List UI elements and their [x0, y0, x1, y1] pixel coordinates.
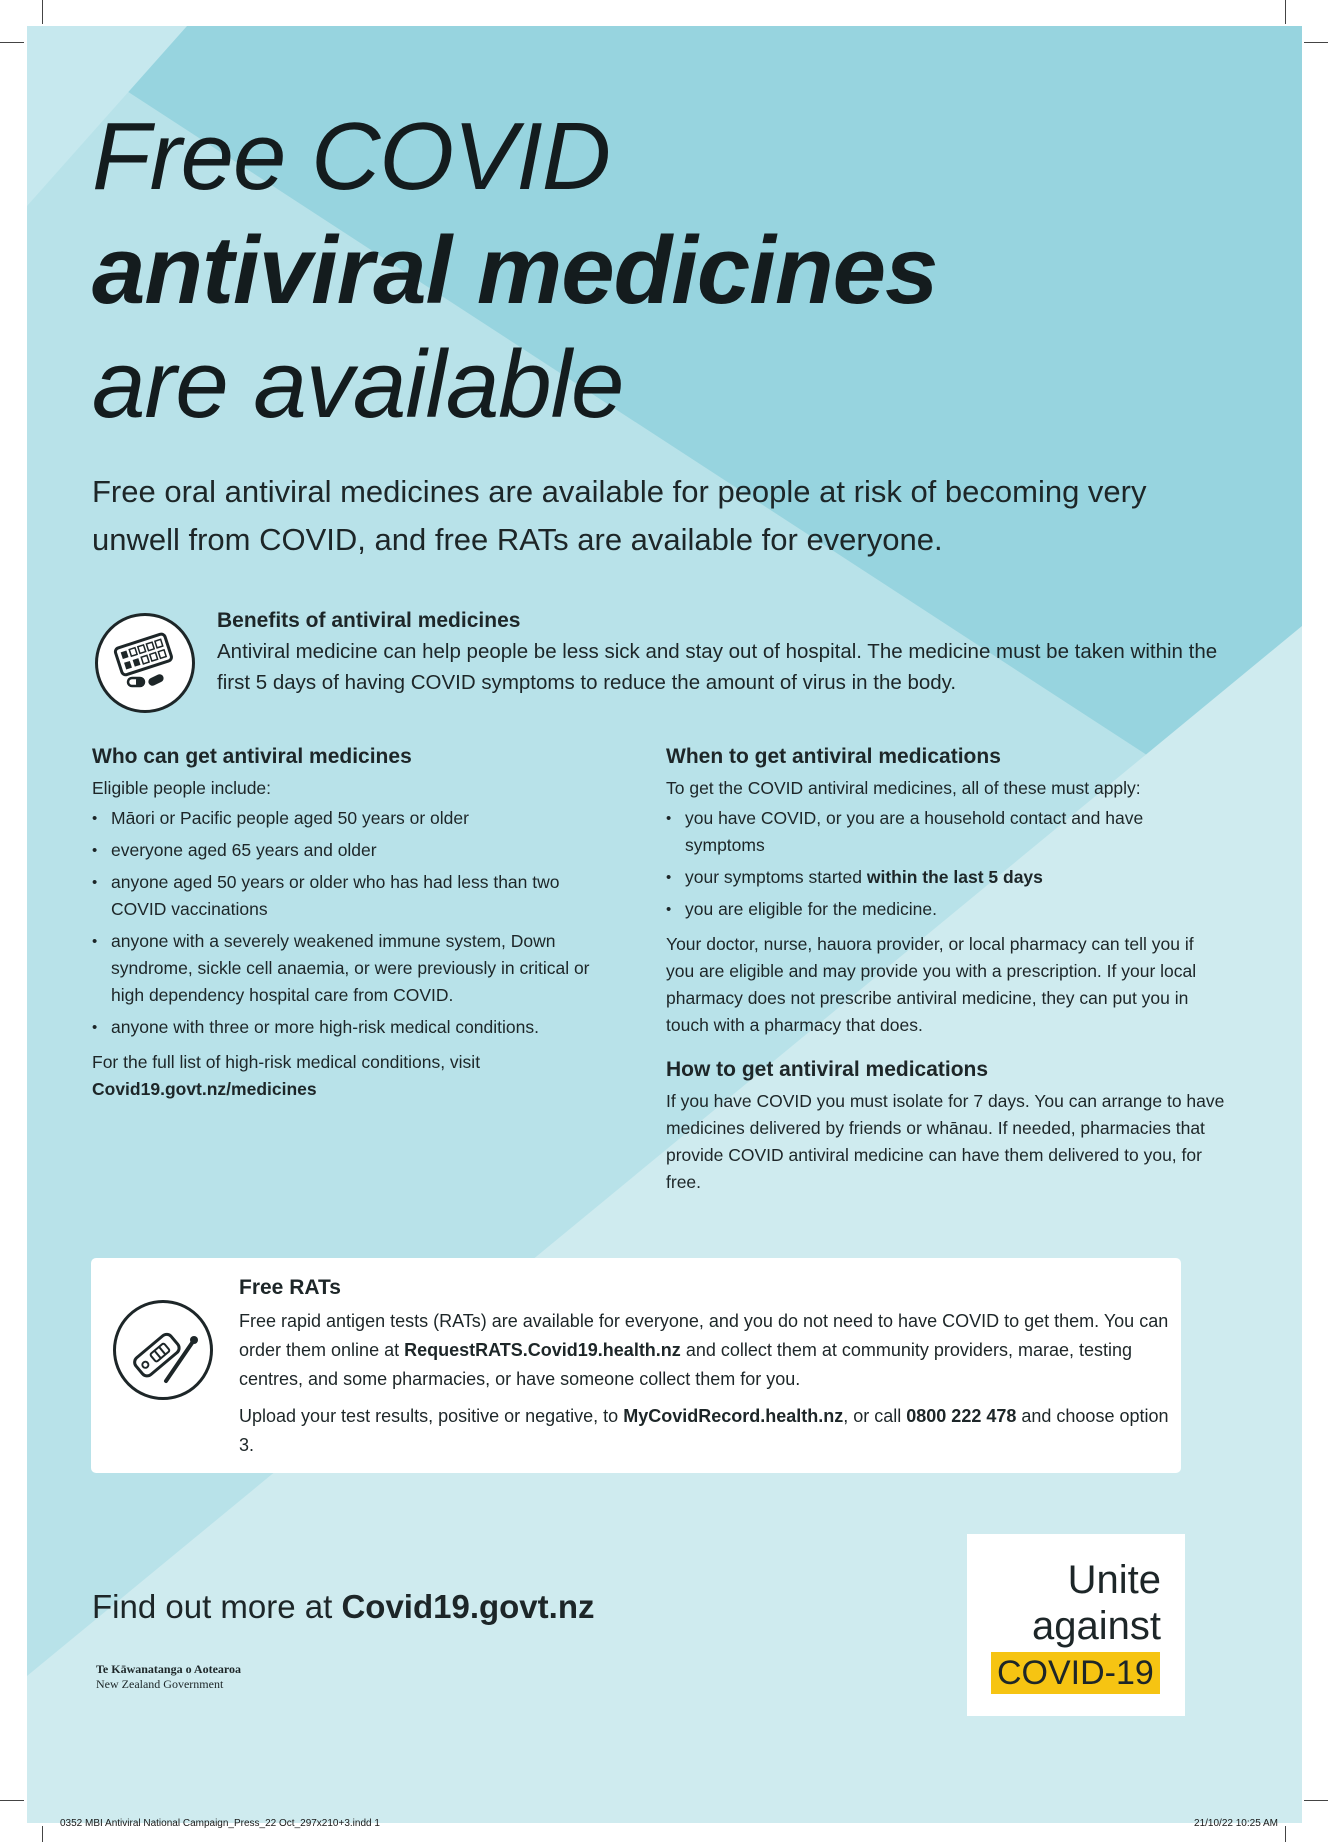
pill-pack-icon [95, 613, 195, 713]
list-item: • anyone with a severely weakened immune system, Down syndrome, sickle cell anaemia, or were previously in critical or high dependency hospital care from COVID. [92, 928, 612, 1009]
hero-heading [92, 100, 1192, 442]
government-name-english: New Zealand Government [96, 1677, 224, 1691]
list-item: • anyone with three or more high-risk medical conditions. [92, 1014, 612, 1041]
who-list [92, 805, 612, 1041]
rats-paragraph-2 [239, 1402, 1179, 1460]
intro-text: Free oral antiviral medicines are available for people at risk of becoming very unwell from COVID, and free RATs are available for everyone. [92, 474, 1147, 557]
list-item: • anyone aged 50 years or older who has had less than two COVID vaccinations [92, 869, 612, 923]
rats-paragraph-1 [239, 1307, 1179, 1394]
when-paragraph: Your doctor, nurse, hauora provider, or local pharmacy can tell you if you are eligible and may provide you with a prescription. If your local pharmacy does not prescribe antiviral medicine, they can put you in touch with a pharmacy that does. [666, 934, 1197, 1035]
crop-mark [0, 42, 24, 43]
covid19-link[interactable]: Covid19.govt.nz [341, 1588, 595, 1625]
list-item: • Māori or Pacific people aged 50 years or older [92, 805, 612, 832]
request-rats-link[interactable]: RequestRATS.Covid19.health.nz [404, 1340, 681, 1360]
logo-line-3: COVID-19 [991, 1652, 1160, 1694]
find-out-more [92, 1588, 594, 1626]
government-name-maori: Te Kāwanatanga o Aotearoa [96, 1662, 242, 1676]
benefits-heading: Benefits of antiviral medicines [217, 609, 521, 632]
crop-mark [1285, 0, 1286, 24]
government-logo [96, 1662, 241, 1692]
rapid-antigen-test-icon [113, 1300, 213, 1400]
rats-text: and choose option 3. [239, 1406, 1169, 1455]
rats-text: and collect them at community providers, marae, testing centres, and some pharmacies, or have someone collect them for you. [239, 1340, 1133, 1389]
rats-text: , or call [843, 1406, 907, 1426]
who-footnote-text: For the full list of high-risk medical conditions, visit [92, 1052, 481, 1072]
who-footnote [92, 1049, 612, 1103]
crop-mark [42, 1826, 43, 1842]
list-item: • you are eligible for the medicine. [666, 896, 1226, 923]
who-lead: Eligible people include: [92, 778, 272, 798]
rats-text: Upload your test results, positive or negative, to [239, 1406, 624, 1426]
list-item: • you have COVID, or you are a household contact and have symptoms [666, 805, 1226, 859]
how-heading: How to get antiviral medications [666, 1058, 989, 1081]
crop-mark [1285, 1826, 1286, 1842]
print-timestamp: 21/10/22 10:25 AM [1194, 1818, 1278, 1829]
when-list [666, 805, 1226, 923]
benefits-section [217, 606, 1237, 698]
crop-mark [1304, 1800, 1328, 1801]
benefits-text: Antiviral medicine can help people be less sick and stay out of hospital. The medicine must be taken within the first 5 days of having COVID symptoms to reduce the amount of virus in the body. [217, 640, 1218, 694]
hero-line-2: antiviral medicines [92, 217, 938, 324]
hero-line-3: are available [92, 331, 624, 438]
rats-section [239, 1273, 1179, 1460]
list-item [666, 864, 1226, 891]
medicines-link[interactable]: Covid19.govt.nz/medicines [92, 1079, 317, 1099]
when-section [666, 742, 1226, 1196]
list-item: • everyone aged 65 years and older [92, 837, 612, 864]
when-lead: To get the COVID antiviral medicines, all of these must apply: [666, 778, 1141, 798]
logo-line-1: Unite [1067, 1558, 1161, 1602]
who-heading: Who can get antiviral medicines [92, 745, 412, 768]
list-item-text: your symptoms started [685, 867, 867, 887]
hero-line-1: Free COVID [92, 103, 611, 210]
unite-against-covid-logo [967, 1534, 1185, 1716]
rats-text: Free rapid antigen tests (RATs) are available for everyone, and you do not need to have COVID to get them. You can order them online at [239, 1311, 1169, 1360]
crop-mark [1304, 42, 1328, 43]
rats-heading: Free RATs [239, 1276, 341, 1299]
crop-mark [42, 0, 43, 24]
crop-mark [0, 1800, 24, 1801]
my-covid-record-link[interactable]: MyCovidRecord.health.nz [623, 1406, 844, 1426]
how-paragraph: If you have COVID you must isolate for 7 days. You can arrange to have medicines delivered by friends or whānau. If needed, pharmacies that provide COVID antiviral medicine can have them delivered to you, for free. [666, 1091, 1225, 1192]
list-item-emphasis: within the last 5 days [866, 867, 1043, 887]
phone-number[interactable]: 0800 222 478 [906, 1406, 1017, 1426]
logo-line-2: against [1032, 1604, 1161, 1648]
when-heading: When to get antiviral medications [666, 745, 1001, 768]
find-out-more-text: Find out more at [92, 1588, 342, 1625]
print-slug: 0352 MBI Antiviral National Campaign_Press_22 Oct_297x210+3.indd 1 [60, 1818, 380, 1829]
who-section [92, 742, 612, 1103]
